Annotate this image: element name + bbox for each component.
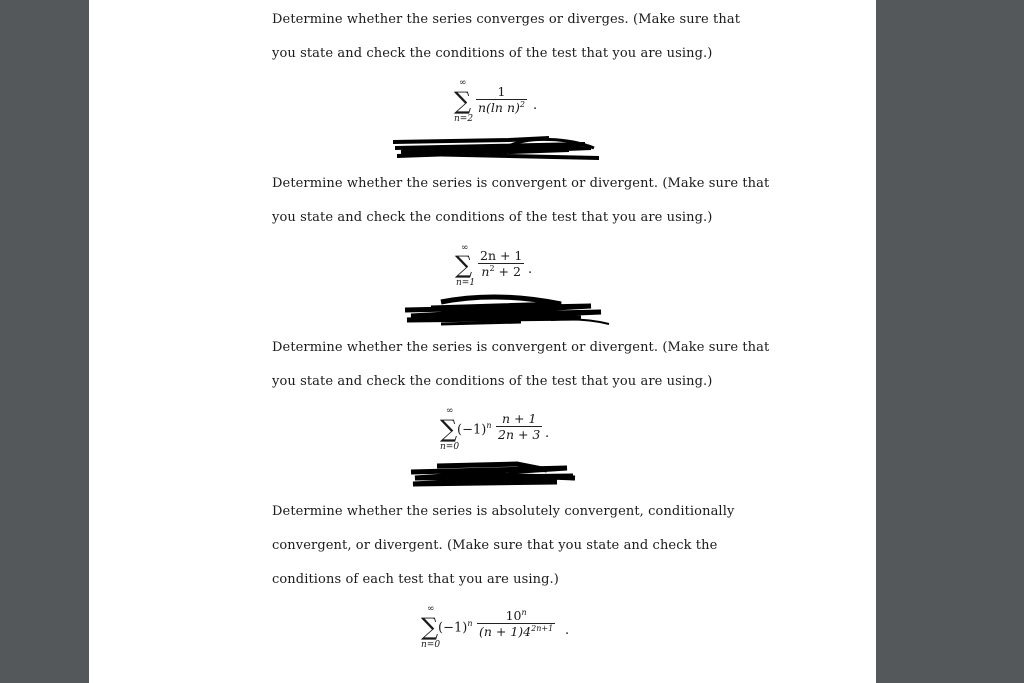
period: . [565,623,570,638]
sigma-symbol: ∑ [440,415,458,443]
denominator: $n^2 + 2$ [478,263,524,279]
sigma-symbol: ∑ [454,87,472,115]
sum-upper-limit: ∞ [427,604,435,614]
problem-1-line-1: Determine whether the series converges or diverges. (Make sure that [272,12,741,27]
denominator: $(n + 1)4^{2n+1}$ [479,624,554,640]
problem-1-line-2: you state and check the conditions of the test that you are using.) [272,46,713,61]
period: . [533,98,538,113]
scribbled-out-text-3 [407,458,579,490]
fraction [478,248,524,279]
sum-lower-limit: n=1 [456,278,476,288]
fraction [496,411,542,442]
fraction [476,84,527,115]
numerator: n + 1 [501,411,537,426]
scribbled-out-text-1 [389,134,604,162]
problem-3-line-1: Determine whether the series is convergent or divergent. (Make sure that [272,340,770,355]
sum-upper-limit: ∞ [459,78,467,88]
alternating-factor: $(-1)^n$ [457,421,492,438]
period: . [528,262,533,277]
sigma-symbol: ∑ [455,251,473,279]
denominator: 2n + 3 [498,427,541,442]
numerator: 10$^n$ [505,608,527,624]
sum-upper-limit: ∞ [446,406,454,416]
problem-4-line-3: conditions of each test that you are using.) [272,572,559,587]
alternating-factor: $(-1)^n$ [438,619,473,636]
denominator: n(ln n)$^2$ [478,100,525,116]
problem-2-line-2: you state and check the conditions of the test that you are using.) [272,210,713,225]
fraction [477,608,555,639]
sum-lower-limit: n=2 [454,114,474,124]
numerator: 2n + 1 [480,248,523,263]
sum-lower-limit: n=0 [440,442,460,452]
problem-4-line-2: convergent, or divergent. (Make sure that you state and check the [272,538,718,553]
sum-lower-limit: n=0 [421,640,441,650]
sum-upper-limit: ∞ [461,243,469,253]
problem-4-line-1: Determine whether the series is absolutely convergent, conditionally [272,504,735,519]
numerator: 1 [497,84,506,99]
period: . [545,426,550,441]
problem-2-line-1: Determine whether the series is convergent or divergent. (Make sure that [272,176,770,191]
scribbled-out-text-2 [401,292,613,332]
document-page [89,0,876,683]
problem-3-line-2: you state and check the conditions of the test that you are using.) [272,374,713,389]
sigma-symbol: ∑ [421,613,439,641]
